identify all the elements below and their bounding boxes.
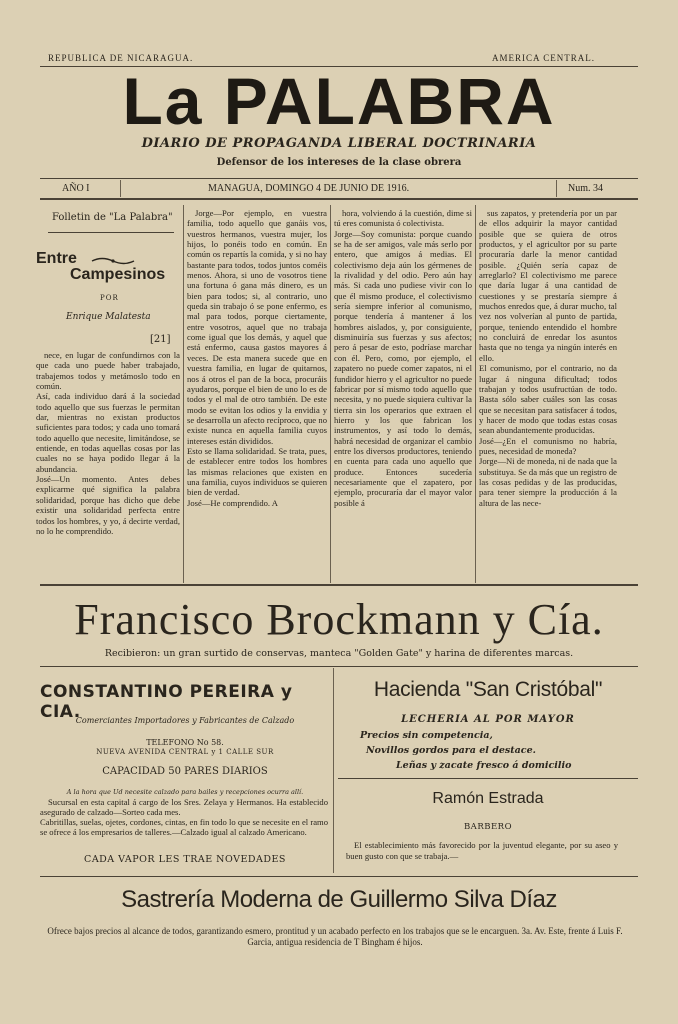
column-divider	[183, 205, 184, 583]
column-divider	[475, 205, 476, 583]
pereira-body	[40, 797, 328, 853]
ramon-text: El establecimiento más favorecido por la juventud elegante, por su aseo y buen gusto con que se trabaja.—	[346, 840, 618, 861]
hacienda-line1: LECHERIA AL POR MAYOR	[401, 714, 575, 725]
pereira-subtitle: Comerciantes Importadores y Fabricantes de Calzado	[75, 716, 295, 725]
pereira-address: NUEVA AVENIDA CENTRAL y 1 CALLE SUR	[96, 748, 274, 756]
hacienda-line4: Leñas y zacate fresco á domicilio	[396, 760, 572, 771]
folletin-author: Enrique Malatesta	[66, 312, 151, 322]
folletin-title-line2: Campesinos	[70, 266, 166, 283]
article-column-1	[187, 208, 327, 580]
section-rule	[338, 778, 638, 779]
folletin-body: nece, en lugar de confundirnos con la que cada uno puede haber trabajado, trabajemos todos y metámoslo todo en común. Así, cada individuo dará á la sociedad todo aquello que sus fuerzas le permitan dar, mientras no existan productos suficientes para todos; y cada uno tomará todo aquello que necesite, limitándose, se entiende, en todas aquellas cosas por las cuales no se haya podido llegar á la abundancia. José—Un momento. Antes debes explicarme qué significa la palabra solidaridad, porque has dicho que debe existir una solidaridad perfecta entre todos los hombres, y yo, á decirte verdad, no lo he comprendido.	[36, 350, 180, 536]
section-rule	[40, 666, 638, 667]
article-text: Jorge—Por ejemplo, en vuestra familia, todo aquello que ganáis vos, vuestros hermanos, vuestra mujer, los hijos, lo ponéis todo en común. En común os repartís la comida, y si no hay bastante para todos, todos juntos coméis menos. Ahora, si uno de vosotros tiene una fortuna ó gana más dinero, es un bien para todos; si, al contrario, uno queda sin trabajo ó se pone enfermo, es mal para todos, porque ciertamente, entre vosotros, aquel que no trabaja come igual que los demás, y aquel que está enfermo, causa gastos mayores á veces. De esta manera sucede que en vuestra familia, en lugar de quitarnos, nos á otros el pan de la boca, procuráis ayudaros, porque el bien de uno lo es de todos y el mal de otro también. De este modo se evitan los odios y la envidia y se desarrolla un afecto recíproco, que no existe nunca en aquella familia cuyos intereses están divididos. Esto se llama solidaridad. Se trata, pues, de establecer entre todos los hombres las mismas relaciones que existen en una familia, cuyos individuos se quieren bien de verdad. José—He comprendido. A	[187, 208, 327, 508]
column-divider	[330, 205, 331, 583]
hacienda-line2: Precios sin competencia,	[360, 730, 493, 741]
masthead-title: La PALABRA	[122, 64, 556, 138]
pereira-note: A la hora que Ud necesite calzado para bailes y recepciones ocurra allí.	[66, 788, 304, 796]
ramon-body	[346, 840, 618, 870]
folletin-label: Folletin de "La Palabra"	[52, 212, 173, 223]
dateline-divider	[556, 180, 557, 197]
brockmann-text: Recibieron: un gran surtido de conservas, manteca "Golden Gate" y harina de diferentes marcas.	[104, 648, 574, 659]
masthead-subtitle: DIARIO DE PROPAGANDA LIBERAL DOCTRINARIA	[141, 136, 537, 151]
hacienda-title: Hacienda "San Cristóbal"	[373, 678, 603, 701]
sastreria-title: Sastrería Moderna de Guillermo Silva Díaz	[121, 886, 557, 913]
folletin-title-line1: Entre	[36, 250, 77, 267]
pereira-capacity: CAPACIDAD 50 PARES DIARIOS	[102, 766, 268, 777]
hacienda-line3: Novillos gordos para el destace.	[366, 745, 536, 756]
pereira-title: CONSTANTINO PEREIRA y CIA.	[40, 682, 293, 722]
pereira-body-text: Sucursal en esta capital á cargo de los Sres. Zelaya y Hermanos. Ha establecido asegurado de calzado—Sorteo cada mes. Cabritillas, suelas, ojetes, cordones, cintas, en fin todo lo que se necesite en el ramo se ofrece á los empresarios de talleres.—Calzado igual al calzado Americano.	[40, 797, 328, 837]
folletin-por: POR	[100, 294, 119, 302]
ad-divider	[333, 668, 334, 873]
article-text: hora, volviendo á la cuestión, dime si tú eres comunista ó colectivista. Jorge—Soy comunista: porque cuando se ha de ser amigos, vale más serlo por entero, que amigos á medias. El colectivismo deja aún los gérmenes de la rivalidad y del odio. Pero aún hay más. Si cada uno pudiese vivir con lo que él mismo produce, el colectivismo sería siempre inferior al comunismo, porque tendería á mantener á los hombres aislados, y, por consiguiente, disminuiría sus fuerzas y sus afectos; pero á pesar de esto, podríase marchar con él. Pero, como, por ejemplo, el zapatero no puede comer zapatos, ni el fundidor hierro y el agricultor no puede fabricar por sí mismo todo aquello que necesita, y no puede siquiera cultivar la tierra sin los operarios que extraen el hierro y los que fabrican los instrumentos, y así todo lo demás, habrá necesidad de organizar el cambio entre los diversos productores, teniendo en cuenta para cada uno aquello que produce. Entonces sucedería necesariamente que el zapatero, por ejemplo, procuraría dar el mayor valor posible á	[334, 208, 472, 508]
pereira-phone: TELEFONO No 58.	[146, 738, 224, 747]
article-column-2	[334, 208, 472, 580]
folletin-installment: [21]	[150, 334, 171, 345]
year-label: AÑO I	[62, 183, 90, 194]
article-column-3	[479, 208, 617, 580]
folletin-text	[36, 350, 180, 580]
sastreria-body	[40, 926, 630, 950]
section-rule	[40, 584, 638, 586]
country-left: REPUBLICA DE NICARAGUA.	[48, 53, 194, 63]
dateline-rule-bottom	[40, 198, 638, 200]
brockmann-title: Francisco Brockmann y Cía.	[74, 595, 604, 644]
masthead-motto: Defensor de los intereses de la clase obrera	[216, 157, 462, 168]
dateline-rule-top	[40, 178, 638, 179]
ramon-title: Ramón Estrada	[432, 790, 544, 807]
issue-number: Num. 34	[568, 183, 603, 194]
pereira-footer: CADA VAPOR LES TRAE NOVEDADES	[84, 854, 286, 865]
ornament-icon	[90, 256, 136, 266]
folletin-rule	[48, 232, 174, 233]
sastreria-text: Ofrece bajos precios al alcance de todos, garantizando esmero, prontitud y un acabado perfecto en los trabajos que se le encarguen. 3a. Av. Este, frente á Luis F. Garcia, antigua residencia de T Bingham é hijos.	[47, 926, 623, 947]
dateline-divider	[120, 180, 121, 197]
country-right: AMERICA CENTRAL.	[492, 53, 596, 63]
section-rule	[40, 876, 638, 877]
article-text: sus zapatos, y pretendería por un par de ellos adquirir la mayor cantidad posible que se quiera de otros productos, y el agricultor por su parte procuraría darle la menor cantidad posible. ¿Quién sería capaz de arreglarlo? El colectivismo me parece que daría lugar á una cantidad de cuestiones y se prestaría siempre á muchos enredos que, á durar mucho, tal vez nos volverían al punto de partida, porque, teniendo entendido el hombre no concluirá de enredar los asuntos hasta que no tenga ya ningún interés en ello. El comunismo, por el contrario, no da lugar á ninguna dificultad; todos trabajan y todos usufructúan de todo. Basta sólo saber cuáles son las cosas que se necesitan para satisfacer á todos, y hacer de modo que todas estas cosas sean abundantemente producidas. José—¿En el comunismo no habría, pues, necesidad de moneda? Jorge—Ni de moneda, ni de nada que la substituya. Se da más que un registro de las cosas pedidas y de las producidas, para tener siempre la producción á la altura de las nece-	[479, 208, 617, 508]
ramon-subtitle: BARBERO	[463, 822, 513, 832]
date-label: MANAGUA, DOMINGO 4 DE JUNIO DE 1916.	[208, 183, 410, 194]
